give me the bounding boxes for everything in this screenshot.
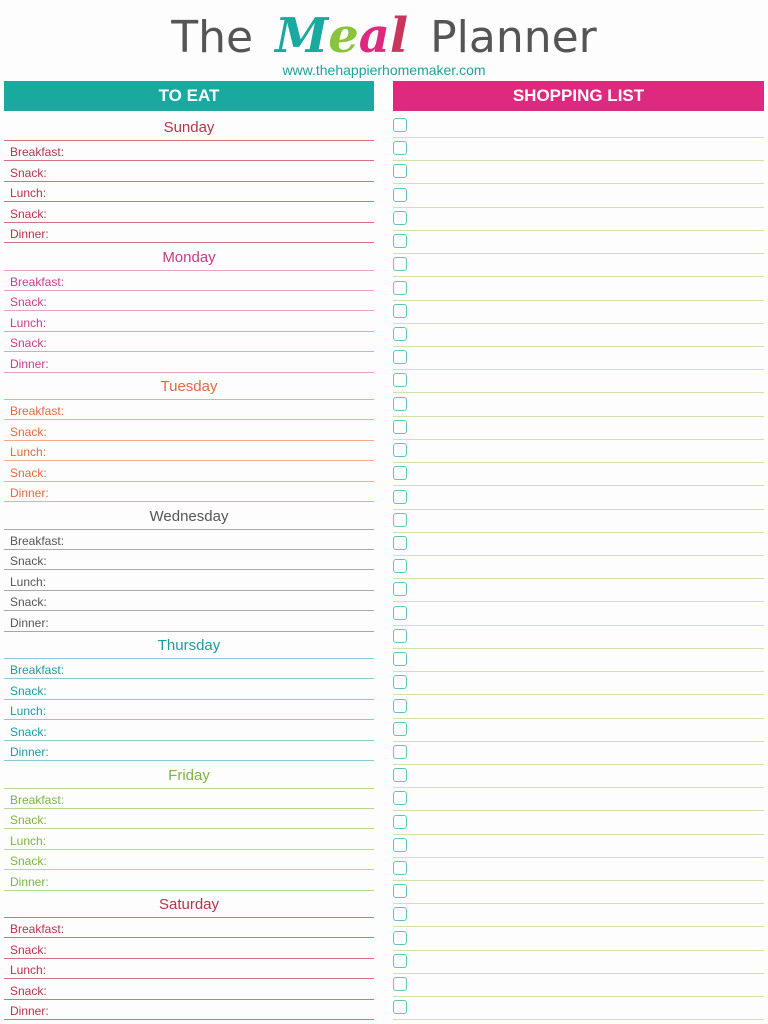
checkbox-icon[interactable]	[393, 281, 407, 295]
meal-line-snack[interactable]: Snack:	[4, 980, 374, 1000]
shopping-list-item[interactable]	[393, 603, 764, 626]
meal-line-dinner[interactable]: Dinner:	[4, 482, 374, 502]
checkbox-icon[interactable]	[393, 559, 407, 573]
meal-line-lunch[interactable]: Lunch:	[4, 441, 374, 461]
checkbox-icon[interactable]	[393, 373, 407, 387]
day-name: Thursday	[4, 631, 374, 659]
meal-line-breakfast[interactable]: Breakfast:	[4, 271, 374, 291]
shopping-list-item[interactable]	[393, 649, 764, 672]
shopping-list-item[interactable]	[393, 696, 764, 719]
checkbox-icon[interactable]	[393, 815, 407, 829]
checkbox-icon[interactable]	[393, 606, 407, 620]
website-url: www.thehappierhomemaker.com	[282, 62, 486, 78]
shopping-list-item[interactable]	[393, 254, 764, 277]
meal-line-snack[interactable]: Snack:	[4, 591, 374, 611]
checkbox-icon[interactable]	[393, 768, 407, 782]
meal-line-snack[interactable]: Snack:	[4, 421, 374, 441]
meal-line-dinner[interactable]: Dinner:	[4, 353, 374, 373]
day-name: Saturday	[4, 890, 374, 918]
checkbox-icon[interactable]	[393, 629, 407, 643]
checkbox-icon[interactable]	[393, 513, 407, 527]
shopping-list-item[interactable]	[393, 951, 764, 974]
day-name: Wednesday	[4, 502, 374, 530]
shopping-list-item[interactable]	[393, 742, 764, 765]
shopping-list-item[interactable]	[393, 765, 764, 788]
shopping-list-item[interactable]	[393, 463, 764, 486]
shopping-list-item[interactable]	[393, 161, 764, 184]
shopping-list-item[interactable]	[393, 672, 764, 695]
meal-line-lunch[interactable]: Lunch:	[4, 959, 374, 979]
checkbox-icon[interactable]	[393, 304, 407, 318]
checkbox-icon[interactable]	[393, 420, 407, 434]
checkbox-icon[interactable]	[393, 977, 407, 991]
shopping-list-item[interactable]	[393, 278, 764, 301]
meal-line-breakfast[interactable]: Breakfast:	[4, 659, 374, 679]
checkbox-icon[interactable]	[393, 699, 407, 713]
day-saturday	[4, 890, 374, 1019]
shopping-list-item[interactable]	[393, 347, 764, 370]
checkbox-icon[interactable]	[393, 443, 407, 457]
shopping-list-item[interactable]	[393, 904, 764, 927]
meal-line-snack[interactable]: Snack:	[4, 721, 374, 741]
meal-line-snack[interactable]: Snack:	[4, 680, 374, 700]
shopping-list-item[interactable]	[393, 788, 764, 811]
meal-line-breakfast[interactable]: Breakfast:	[4, 141, 374, 161]
checkbox-icon[interactable]	[393, 466, 407, 480]
checkbox-icon[interactable]	[393, 118, 407, 132]
shopping-list-item[interactable]	[393, 208, 764, 231]
meal-line-breakfast[interactable]: Breakfast:	[4, 400, 374, 420]
meal-line-dinner[interactable]: Dinner:	[4, 871, 374, 891]
checkbox-icon[interactable]	[393, 907, 407, 921]
meal-line-breakfast[interactable]: Breakfast:	[4, 530, 374, 550]
checkbox-icon[interactable]	[393, 164, 407, 178]
day-tuesday	[4, 372, 374, 501]
shopping-list-item[interactable]	[393, 324, 764, 347]
shopping-list-item[interactable]	[393, 812, 764, 835]
checkbox-icon[interactable]	[393, 582, 407, 596]
shopping-list-item[interactable]	[393, 881, 764, 904]
meal-line-dinner[interactable]: Dinner:	[4, 612, 374, 632]
shopping-list-item[interactable]	[393, 231, 764, 254]
meal-line-snack[interactable]: Snack:	[4, 462, 374, 482]
meal-line-snack[interactable]: Snack:	[4, 809, 374, 829]
meal-line-lunch[interactable]: Lunch:	[4, 830, 374, 850]
shopping-list-item[interactable]	[393, 487, 764, 510]
meal-line-snack[interactable]: Snack:	[4, 550, 374, 570]
shopping-list-item[interactable]	[393, 417, 764, 440]
shopping-list-item[interactable]	[393, 858, 764, 881]
meal-line-lunch[interactable]: Lunch:	[4, 571, 374, 591]
day-name: Monday	[4, 243, 374, 271]
shopping-list-item[interactable]	[393, 370, 764, 393]
shopping-list-item[interactable]	[393, 533, 764, 556]
shopping-list-item[interactable]	[393, 626, 764, 649]
checkbox-icon[interactable]	[393, 234, 407, 248]
checkbox-icon[interactable]	[393, 745, 407, 759]
shopping-list-item[interactable]	[393, 115, 764, 138]
shopping-list-item[interactable]	[393, 556, 764, 579]
meal-line-lunch[interactable]: Lunch:	[4, 312, 374, 332]
meal-line-snack[interactable]: Snack:	[4, 332, 374, 352]
shopping-list-item[interactable]	[393, 997, 764, 1020]
shopping-list-item[interactable]	[393, 719, 764, 742]
day-name: Friday	[4, 761, 374, 789]
shopping-list-item[interactable]	[393, 185, 764, 208]
checkbox-icon[interactable]	[393, 931, 407, 945]
day-name: Sunday	[4, 113, 374, 141]
day-thursday	[4, 631, 374, 760]
day-monday	[4, 243, 374, 372]
checkbox-icon[interactable]	[393, 257, 407, 271]
checkbox-icon[interactable]	[393, 490, 407, 504]
shopping-list-item[interactable]	[393, 835, 764, 858]
checkbox-icon[interactable]	[393, 188, 407, 202]
checkbox-icon[interactable]	[393, 397, 407, 411]
checkbox-icon[interactable]	[393, 954, 407, 968]
to-eat-heading: TO EAT	[4, 81, 374, 111]
day-name: Tuesday	[4, 372, 374, 400]
meal-line-snack[interactable]: Snack:	[4, 291, 374, 311]
shopping-list-item[interactable]	[393, 928, 764, 951]
shopping-list-item[interactable]	[393, 138, 764, 161]
checkbox-icon[interactable]	[393, 838, 407, 852]
shopping-list-heading: SHOPPING LIST	[393, 81, 764, 111]
checkbox-icon[interactable]	[393, 141, 407, 155]
title-planner: Planner	[430, 12, 597, 63]
meal-line-lunch[interactable]: Lunch:	[4, 182, 374, 202]
meal-line-lunch[interactable]: Lunch:	[4, 700, 374, 720]
meal-line-dinner[interactable]: Dinner:	[4, 1000, 374, 1020]
shopping-list-item[interactable]	[393, 510, 764, 533]
checkbox-icon[interactable]	[393, 350, 407, 364]
page-title	[0, 8, 768, 64]
meal-line-snack[interactable]: Snack:	[4, 162, 374, 182]
meal-line-snack[interactable]: Snack:	[4, 203, 374, 223]
checkbox-icon[interactable]	[393, 675, 407, 689]
title-meal-accent: Meal	[275, 8, 409, 64]
shopping-list-item[interactable]	[393, 394, 764, 417]
meal-line-breakfast[interactable]: Breakfast:	[4, 789, 374, 809]
checkbox-icon[interactable]	[393, 536, 407, 550]
shopping-list-item[interactable]	[393, 301, 764, 324]
checkbox-icon[interactable]	[393, 1000, 407, 1014]
meal-line-dinner[interactable]: Dinner:	[4, 741, 374, 761]
day-sunday	[4, 113, 374, 242]
day-wednesday	[4, 502, 374, 631]
shopping-list-item[interactable]	[393, 440, 764, 463]
page-header	[0, 0, 768, 80]
checkbox-icon[interactable]	[393, 722, 407, 736]
checkbox-icon[interactable]	[393, 327, 407, 341]
checkbox-icon[interactable]	[393, 211, 407, 225]
checkbox-icon[interactable]	[393, 652, 407, 666]
meal-line-dinner[interactable]: Dinner:	[4, 223, 374, 243]
meal-line-snack[interactable]: Snack:	[4, 850, 374, 870]
title-the: The	[171, 12, 254, 63]
checkbox-icon[interactable]	[393, 884, 407, 898]
meal-line-snack[interactable]: Snack:	[4, 939, 374, 959]
checkbox-icon[interactable]	[393, 861, 407, 875]
day-friday	[4, 761, 374, 890]
shopping-list-item[interactable]	[393, 974, 764, 997]
meal-line-breakfast[interactable]: Breakfast:	[4, 918, 374, 938]
shopping-list-item[interactable]	[393, 579, 764, 602]
checkbox-icon[interactable]	[393, 791, 407, 805]
